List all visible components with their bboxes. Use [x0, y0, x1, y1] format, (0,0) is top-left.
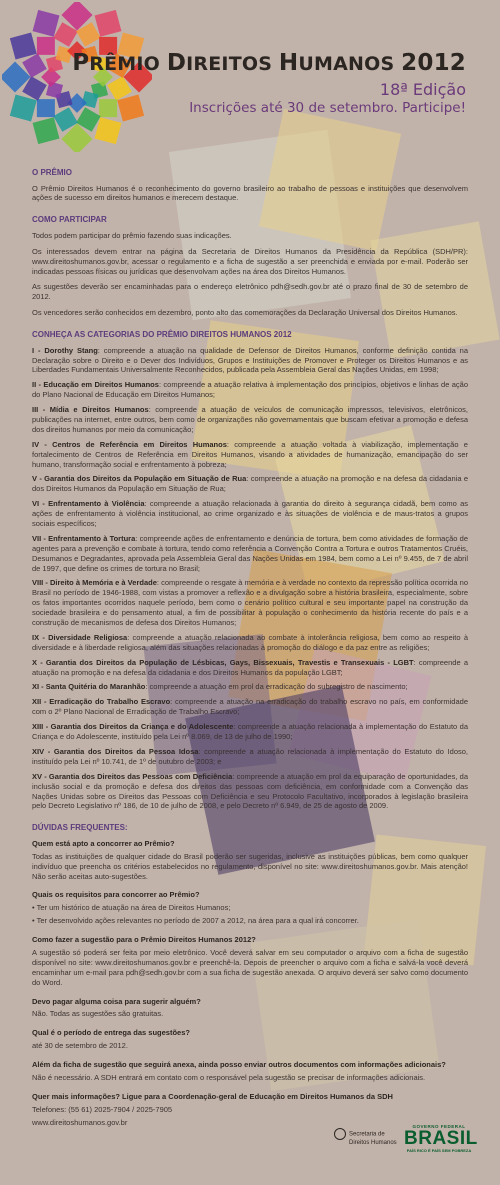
faq-answer: até 30 de setembro de 2012.	[32, 1041, 128, 1051]
category-name: II - Educação em Direitos Humanos	[32, 380, 159, 390]
category-name: III - Mídia e Direitos Humanos	[32, 405, 149, 415]
category-item	[32, 658, 468, 678]
paragraph: O Prêmio Direitos Humanos é o reconhecimento do governo brasileiro ao trabalho de pessoas e instituições que desenvolvem ações de sucesso em direitos humanos e merecem destaque.	[32, 183, 468, 203]
government-logo	[404, 1124, 478, 1153]
category-item	[32, 534, 468, 574]
category-item	[32, 346, 468, 376]
logo-petal	[37, 99, 55, 117]
category-item	[32, 682, 468, 692]
title-year: 2012	[401, 50, 466, 76]
faq-question: Devo pagar alguma coisa para sugerir alguém?	[32, 996, 201, 1006]
category-description: : compreende o resgate à memória e à verdade no contexto da repressão política ocorrida no Brasil no período de 1946-1988, com vistas a promover a reflexão e a divulgação sobre a história brasileira, especialmente, sobre os fatos importantes ocorridos naquele período, bem como o cenário político cultural e seu importante papel na construção da sociedade brasileira e do pensamento atual, a fim de possibilitar à população o conhecimento da história recente do país e a construção de mecanismos de defesa dos Direitos Humanos;	[32, 578, 468, 628]
category-name: VII - Enfrentamento à Tortura	[32, 533, 136, 543]
category-description: : compreende a atuação na promoção e na defesa da cidadania e dos Direitos Humanos da população LGBT;	[32, 657, 468, 677]
page-title	[72, 50, 466, 76]
logo-petal	[99, 99, 117, 117]
category-description: : compreende a atuação relativa à implementação dos princípios, objetivos e linhas de ação do Plano Nacional de Educação em Direitos Humanos;	[32, 380, 469, 400]
faq-answer: • Ter desenvolvido ações relevantes no período de 2007 a 2012, na área para a qual irá concorrer.	[32, 916, 359, 926]
section-duvidas	[32, 823, 468, 1127]
faq-question: Quer mais informações? Ligue para a Coordenação-geral de Educação em Direitos Humanos da SDH	[32, 1091, 393, 1101]
category-description: : compreende a atuação em prol da erradicação do subregistro de nascimento;	[145, 682, 408, 692]
category-item	[32, 747, 468, 767]
section-heading: DÚVIDAS FREQUENTES:	[32, 823, 128, 833]
logo-petal	[95, 117, 122, 144]
faq-answer: www.direitoshumanos.gov.br	[32, 1117, 128, 1127]
logo-petal	[117, 95, 144, 122]
category-name: XI - Santa Quitéria do Maranhão	[32, 682, 146, 692]
logo-petal	[33, 117, 60, 144]
title-word: HUMANOS	[278, 50, 402, 76]
gov-top-text: GOVERNO FEDERAL	[412, 1124, 466, 1129]
faq-question: Quais os requisitos para concorrer ao Prêmio?	[32, 890, 200, 900]
gov-slogan: PAÍS RICO É PAÍS SEM POBREZA	[406, 1148, 472, 1153]
faq-answer: Telefones: (55 61) 2025-7904 / 2025-7905	[32, 1104, 173, 1114]
category-description: : compreende a atuação na qualidade de Defensor de Direitos Humanos, conforme definição contida na Declaração sobre o Direito e o Dever dos Indivíduos, Grupos e Instituições de Promover e Proteger os Direitos Humanos e as Liberdades Fundamentais Universalmente Reconhecidos, publicada pela Assembleia Geral das Nações Unidas, em 1998;	[32, 345, 468, 375]
section-categorias	[32, 330, 468, 811]
title-word: DIREITOS	[166, 50, 279, 76]
category-item	[32, 633, 468, 653]
coat-of-arms-icon	[334, 1128, 346, 1140]
category-description: : compreende a atuação relacionada à garantia do direito à segurança cidadã, bem como as ações de enfrentamento à violência institucional, ao crime organizado e às situações de violência e de maus-tratos a grupos sociais específicos;	[32, 499, 468, 529]
header	[0, 0, 500, 160]
category-description: : compreende a atuação voltada à viabilização, implementação e fortalecimento de Centros de Referência em Direitos Humanos, visando a atividades de humanização, emancipação do ser humano, transformação social e enfrentamento à pobreza;	[32, 439, 468, 469]
logo-petal	[10, 95, 37, 122]
deadline-label: Inscrições até 30 de setembro. Participe!	[189, 100, 466, 116]
category-item	[32, 697, 468, 717]
section-heading: O PRÊMIO	[32, 168, 73, 177]
category-name: XII - Erradicação do Trabalho Escravo	[32, 697, 171, 707]
category-description: : compreende ações de enfrentamento e denúncia de tortura, bem como atividades de formação de agentes para a prevenção e combate à tortura, tendo como referência a Convenção Contra a Tortura e outros Tratamentos Cruéis, Desumanos e Degradantes, aprovada pela Assembleia Geral das Nações Unidas em 1984, bem como a Lei nº 9.455, de 7 de abril de 1997, que define os crimes de tortura no Brasil;	[32, 533, 468, 573]
faq-question: Como fazer a sugestão para o Prêmio Direitos Humanos 2012?	[32, 935, 256, 945]
category-item	[32, 772, 468, 812]
faq-question: Quem está apto a concorrer ao Prêmio?	[32, 838, 175, 848]
category-name: XIV - Garantia dos Direitos da Pessoa Idosa	[32, 746, 199, 756]
category-description: : compreende a atuação em prol da equiparação de oportunidades, da inclusão social e da promoção e defesa dos direitos das pessoas com deficiência, em conformidade com a Convenção das Nações Unidas sobre os Direitos das Pessoas com Deficiência e seu Protocolo Facultativo, incorporados à legislação brasileira pelo Decreto Legislativo nº 186, de 10 de julho de 2008, e pelo Decreto nº 6.949, de 25 de agosto de 2009.	[32, 771, 468, 811]
category-name: IX - Diversidade Religiosa	[32, 632, 128, 642]
logo-petal	[37, 37, 55, 55]
section-premio	[32, 168, 468, 203]
category-description: : compreende a atuação relacionada ao combate à intolerância religiosa, bem como ao respeito à diversidade e à liberdade religiosa, além das situações relacionadas à promoção do diálogo e da paz entre as religiões;	[32, 632, 468, 652]
category-name: XIII - Garantia dos Direitos da Criança e do Adolescente	[32, 722, 234, 732]
category-item	[32, 499, 468, 529]
section-participar	[32, 215, 468, 318]
sdh-logo	[334, 1128, 404, 1146]
content	[32, 168, 468, 1140]
category-name: VI - Enfrentamento à Violência	[32, 499, 145, 509]
faq-answer: Todas as instituições de qualquer cidade do Brasil poderão ser sugeridas, inclusive as instituições públicas, bem como qualquer indivíduo que preencha os critérios estabelecidos no regulamento, disponível no site: www.direitoshumanos.gov.br. Mais atenção! Não serão aceitas auto-sugestões.	[32, 851, 468, 881]
category-description: : compreende a atuação de veículos de comunicação impressos, televisivos, eletrônicos, publicações na internet, entre outros, bem como de organizações não governamentais que buscam efetivar a promoção e defesa dos direitos humanos por meio da comunicação;	[32, 405, 468, 434]
faq-answer: A sugestão só poderá ser feita por meio eletrônico. Você deverá salvar em seu computador o arquivo com a ficha de sugestão disponível no site: www.direitoshumanos.gov.br e preenchê-la. Depois de preencher o arquivo com a ficha e salvá-la você deverá encaminhar um e-mail para pdh@sedh.gov.br com a sua ficha de sugestão anexada. O arquivo deverá ser salvo como documento do Word.	[32, 947, 468, 987]
category-item	[32, 440, 468, 470]
category-name: I - Dorothy Stang	[32, 345, 98, 355]
category-name: VIII - Direito à Memória e à Verdade	[32, 578, 157, 588]
paragraph: Os vencedores serão conhecidos em dezembro, ponto alto das comemorações da Declaração Universal dos Direitos Humanos.	[32, 308, 458, 318]
category-description: : compreende a atuação na promoção e na defesa da cidadania e dos Direitos Humanos da População em Situação de Rua;	[32, 474, 468, 494]
logo-petal	[33, 10, 60, 37]
faq-question: Qual é o período de entrega das sugestões?	[32, 1028, 190, 1038]
category-name: X - Garantia dos Direitos da População de Lésbicas, Gays, Bissexuais, Travestis e Transexuais - LGBT	[32, 657, 414, 667]
paragraph: As sugestões deverão ser encaminhadas para o endereço eletrônico pdh@sedh.gov.br até o prazo final de 30 de setembro de 2012.	[32, 282, 468, 302]
faq-answer: Não. Todas as sugestões são gratuitas.	[32, 1009, 164, 1019]
paragraph: Todos podem participar do prêmio fazendo suas indicações.	[32, 230, 232, 240]
faq-answer: • Ter um histórico de atuação na área de Direitos Humanos;	[32, 903, 231, 913]
category-item	[32, 578, 468, 627]
category-name: IV - Centros de Referência em Direitos Humanos	[32, 439, 227, 449]
faq-list	[32, 839, 468, 1128]
section-heading: COMO PARTICIPAR	[32, 215, 107, 225]
category-name: V - Garantia dos Direitos da População em Situação de Rua	[32, 474, 247, 484]
category-item	[32, 380, 468, 400]
category-item	[32, 474, 468, 494]
sdh-line1: Secretaria de	[349, 1131, 385, 1138]
category-description: : compreende a atuação relacionada à implementação do Estatuto da Criança e do Adolescente, instituído pela Lei nº 8.069, de 13 de julho de 1990;	[32, 722, 469, 742]
category-name: XV - Garantia dos Direitos das Pessoas com Deficiência	[32, 771, 233, 781]
category-list	[32, 346, 468, 812]
paragraph: Os interessados devem entrar na página da Secretaria de Direitos Humanos da Presidência da República (SDH/PR): www.direitoshumanos.gov.br, acessar o regulamento e a ficha de sugestão a ser preenchida e enviada por e-mail. Poderão ser indicadas pessoas físicas ou jurídicas que desenvolvam ações na área dos Direitos Humanos.	[32, 246, 468, 276]
title-word: PRÊMIO	[72, 50, 167, 76]
faq-question: Além da ficha de sugestão que seguirá anexa, ainda posso enviar outros documentos com informações adicionais?	[32, 1060, 446, 1070]
category-item	[32, 405, 468, 435]
category-description: : compreende a atuação relacionada à implementação do Estatuto do Idoso, instituído pela Lei nº 10.741, de 1º de outubro de 2003; e	[32, 746, 469, 766]
edition-label: 18ª Edição	[379, 80, 466, 99]
flower-logo-icon	[2, 2, 152, 152]
gov-name: BRASIL	[404, 1128, 478, 1149]
logo-petal	[10, 33, 37, 60]
section-heading: CONHEÇA AS CATEGORIAS DO PRÊMIO DIREITOS HUMANOS 2012	[32, 330, 292, 340]
sdh-line2: Direitos Humanos	[349, 1140, 397, 1146]
category-item	[32, 722, 468, 742]
category-description: : compreende a atuação na erradicação do trabalho escravo no país, em conformidade com o 2º Plano Nacional de Erradicação de Trabalho Escravo;	[32, 697, 468, 717]
logo-petal	[95, 10, 122, 37]
faq-answer: Não é necessário. A SDH entrará em contato com o responsável pela sugestão se precisar de informações adicionais.	[32, 1072, 426, 1082]
